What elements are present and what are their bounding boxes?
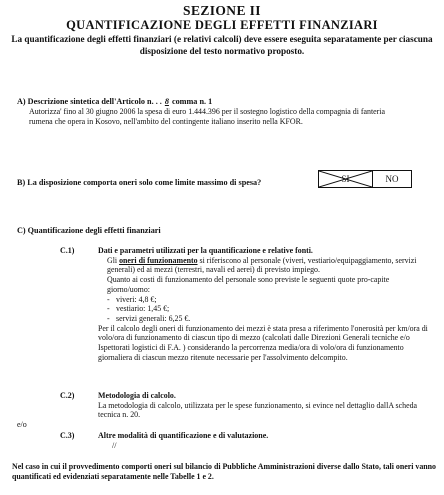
no-label: NO xyxy=(385,174,399,184)
c1-bullet-item: - viveri: 4,8 €; xyxy=(116,295,428,305)
section-title: SEZIONE II xyxy=(183,3,261,18)
c2-number: C.2) xyxy=(60,391,75,400)
c1-p1-after: si riferiscono al personale (viveri, vestiario/equipaggiamento, servizi generali) ed ai mezzi (terrestri, navali ed aerei) di previsto impiego. xyxy=(107,255,417,275)
c1-block xyxy=(98,246,428,362)
c1-paragraph-1 xyxy=(98,256,428,275)
and-or-label: e/o xyxy=(17,420,27,429)
footer-note: Nel caso in cui il provvedimento comporti oneri sul bilancio di Pubbliche Amministrazioni diverse dallo Stato, tali oneri vanno quantificati ed evidenziati separatamente nelle Tabelle 1 e 2. xyxy=(12,462,436,481)
c1-p1-before: Gli xyxy=(107,255,120,265)
c2-text: La metodologia di calcolo, utilizzata per le spese funzionamento, si evince nel dettaglio dallA scheda tecnica n. 20. xyxy=(98,400,418,420)
c3-number: C.3) xyxy=(60,431,75,440)
section-c-title: C) Quantificazione degli effetti finanziari xyxy=(17,226,161,235)
c3-text: // xyxy=(112,441,117,450)
c1-bullet-list xyxy=(98,295,428,324)
c1-number: C.1) xyxy=(60,246,75,255)
no-box xyxy=(372,170,412,188)
yes-box xyxy=(318,170,373,188)
section-a-label xyxy=(17,97,212,106)
yes-label: SI xyxy=(341,174,350,184)
section-a-description: Autorizza' fino al 30 giugno 2006 la spesa di euro 1.444.396 per il sostegno logistico della compagnia di fanteria rumena che opera in Kosovo, nell'ambito del contingente italiano inserito nella KFOR. xyxy=(29,107,385,126)
section-a-label-before: A) Descrizione sintetica dell'Articolo n. . . xyxy=(17,97,162,106)
c1-paragraph-2: Quanto ai costi di funzionamento del personale sono previste le seguenti quote pro-capite giorno/uomo: xyxy=(107,275,390,294)
c1-paragraph-3: Per il calcolo degli oneri di funzionamento dei mezzi è stata presa a riferimento l'onerosità per km/ora di volo/ora di funzionamento di ciascun tipo di mezzo (calcolati dalle Direzioni Generali tecniche e/o Ispettorati logistici di F.A. ) considerando la percorrenza media/ora di volo/ora di funzionamento giornaliera di ciascun mezzo ritenute necessarie per l'assolvimento delcompito. xyxy=(98,323,428,362)
c1-bullet-item: - vestiario: 1,45 €; xyxy=(116,304,428,314)
c3-heading: Altre modalità di quantificazione e di valutazione. xyxy=(98,431,269,440)
section-b-question: B) La disposizione comporta oneri solo come limite massimo di spesa? xyxy=(17,178,262,187)
intro-text: La quantificazione degli effetti finanziari (e relativi calcoli) deve essere eseguita separatamente per ciascuna disposizione del testo normativo proposto. xyxy=(11,34,433,56)
c2-heading: Metodologia di calcolo. xyxy=(98,391,176,400)
c2-block xyxy=(98,391,428,420)
c1-bullet-item: - servizi generali: 6,25 €. xyxy=(116,314,428,324)
section-a-label-after: comma n. 1 xyxy=(171,97,213,106)
c1-heading: Dati e parametri utilizzati per la quantificazione e relative fonti. xyxy=(98,246,313,255)
c1-p1-underlined: oneri di funzionamento xyxy=(119,255,198,265)
article-number: 8 xyxy=(164,97,169,106)
page-heading: QUANTIFICAZIONE DEGLI EFFETTI FINANZIARI xyxy=(66,18,378,32)
